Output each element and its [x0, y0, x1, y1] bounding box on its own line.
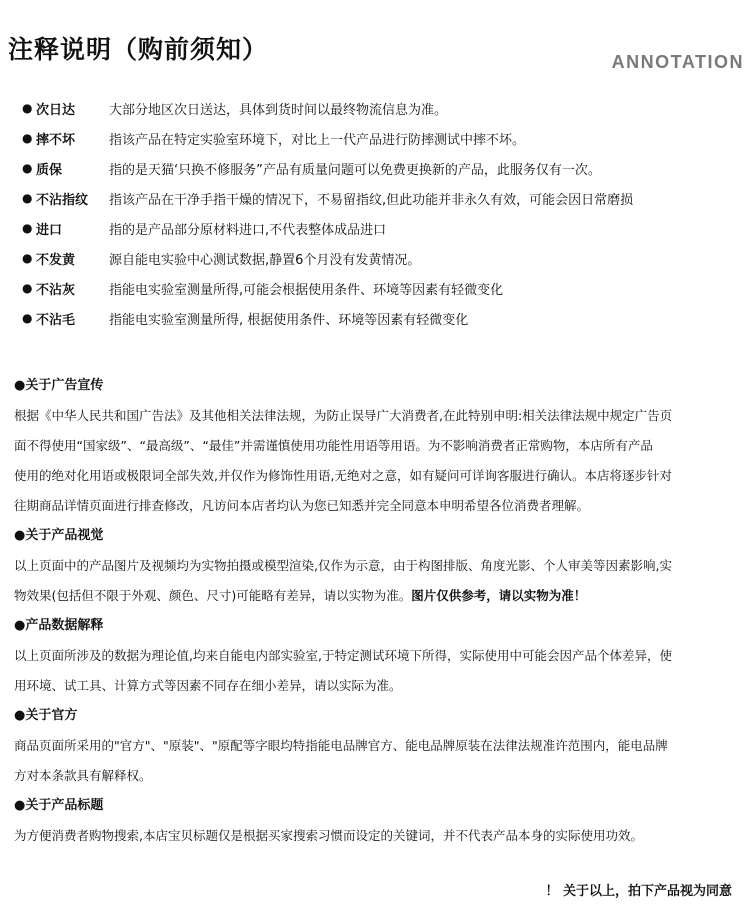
section-text-line: 以上页面所涉及的数据为理论值,均来自能电内部实验室,于特定测试环境下所得，实际使用中可能会因产品个体差异，使 [14, 648, 672, 663]
bullet-icon: ● [22, 101, 33, 115]
term-row [22, 243, 742, 273]
term-row [22, 93, 742, 123]
term-row [22, 213, 742, 243]
section-text-line: 使用的绝对化用语或极限词全部失效,并仅作为修饰性用语,无绝对之意，如有疑问可详询客服进行确认。本店将逐步针对 [14, 468, 672, 483]
section-text-line: 往期商品详情页面进行排查修改，凡访问本店者均认为您已知悉并完全同意本申明希望各位消费者理解。 [14, 498, 590, 513]
term-label: 不沾毛 [36, 312, 76, 328]
annotation-label: ANNOTATION [611, 52, 744, 72]
term-name [22, 279, 109, 298]
section-text-line [14, 581, 736, 611]
agreement-note: ！ 关于以上，拍下产品视为同意 [545, 884, 732, 899]
notice-sections [14, 371, 736, 851]
term-name [22, 159, 109, 178]
section-official [14, 701, 736, 791]
section-advertising [14, 371, 736, 521]
section-text-line: 以上页面中的产品图片及视频均为实物拍摄或模型渲染,仅作为示意，由于构图排版、角度光影、个人审美等因素影响,实 [14, 558, 672, 573]
section-product-data [14, 611, 736, 701]
term-description: 源自能电实验中心测试数据,静置6个月没有发黄情况。 [109, 252, 421, 268]
term-label: 进口 [36, 222, 63, 238]
bullet-icon: ● [22, 311, 33, 325]
bullet-icon: ● [22, 191, 33, 205]
term-label: 摔不坏 [36, 132, 76, 148]
section-product-title [14, 791, 736, 851]
section-heading: ●关于官方 [14, 708, 78, 723]
section-emphasis: 图片仅供参考，请以实物为准！ [411, 588, 587, 603]
bullet-icon: ● [22, 281, 33, 295]
section-text-line: 方对本条款具有解释权。 [14, 768, 152, 783]
term-name [22, 219, 109, 238]
term-description: 大部分地区次日送达，具体到货时间以最终物流信息为准。 [109, 102, 448, 118]
term-label: 质保 [36, 162, 63, 178]
section-text-line: 用环境、试工具、计算方式等因素不同存在细小差异，请以实际为准。 [14, 678, 402, 693]
section-text-line: 为方便消费者购物搜索,本店宝贝标题仅是根据买家搜索习惯而设定的关键词，并不代表产品本身的实际使用功效。 [14, 828, 643, 843]
term-row [22, 273, 742, 303]
bullet-icon: ● [22, 161, 33, 175]
section-heading: ●关于产品标题 [14, 798, 104, 813]
term-label: 不沾灰 [36, 282, 76, 298]
section-heading: ●关于广告宣传 [14, 378, 104, 393]
term-description: 指该产品在干净手指干燥的情况下，不易留指纹,但此功能并非永久有效，可能会因日常磨损 [109, 192, 634, 208]
section-text-line: 面不得使用“国家级”、“最高级”、“最佳”并需谨慎使用功能性用语等用语。为不影响消费者正常购物，本店所有产品 [14, 438, 653, 453]
term-name [22, 309, 109, 328]
term-description: 指的是产品部分原材料进口,不代表整体成品进口 [109, 222, 387, 238]
term-row [22, 153, 742, 183]
term-description: 指能电实验室测量所得,可能会根据使用条件、环境等因素有轻微变化 [109, 282, 504, 298]
page-title: 注释说明（购前须知） [8, 35, 269, 64]
bullet-icon: ● [22, 251, 33, 265]
term-row [22, 303, 742, 333]
section-heading: ●产品数据解释 [14, 618, 104, 633]
term-description: 指能电实验室测量所得, 根据使用条件、环境等因素有轻微变化 [109, 312, 469, 328]
term-description: 指的是天猫‘只换不修服务”产品有质量问题可以免费更换新的产品，此服务仅有一次。 [109, 162, 601, 178]
section-product-visual [14, 521, 736, 611]
term-description: 指该产品在特定实验室环境下，对比上一代产品进行防摔测试中摔不坏。 [109, 132, 526, 148]
term-row [22, 123, 742, 153]
term-label: 不发黄 [36, 252, 76, 268]
term-name [22, 99, 109, 118]
term-label: 次日达 [36, 102, 76, 118]
terms-list [22, 93, 742, 333]
section-text-line: 商品页面所采用的"官方"、"原装"、"原配等字眼均特指能电品牌官方、能电品牌原装在法律法规准许范围内，能电品牌 [14, 738, 668, 753]
term-row [22, 183, 742, 213]
section-heading: ●关于产品视觉 [14, 528, 104, 543]
section-text-line: 根据《中华人民共和国广告法》及其他相关法律法规，为防止误导广大消费者,在此特别申明:相关法律法规中规定广告页 [14, 408, 673, 423]
term-label: 不沾指纹 [36, 192, 89, 208]
bullet-icon: ● [22, 131, 33, 145]
bullet-icon: ● [22, 221, 33, 235]
term-name [22, 249, 109, 268]
term-name [22, 129, 109, 148]
term-name [22, 189, 109, 208]
section-text: 物效果(包括但不限于外观、颜色、尺寸)可能略有差异，请以实物为准。 [14, 588, 412, 603]
